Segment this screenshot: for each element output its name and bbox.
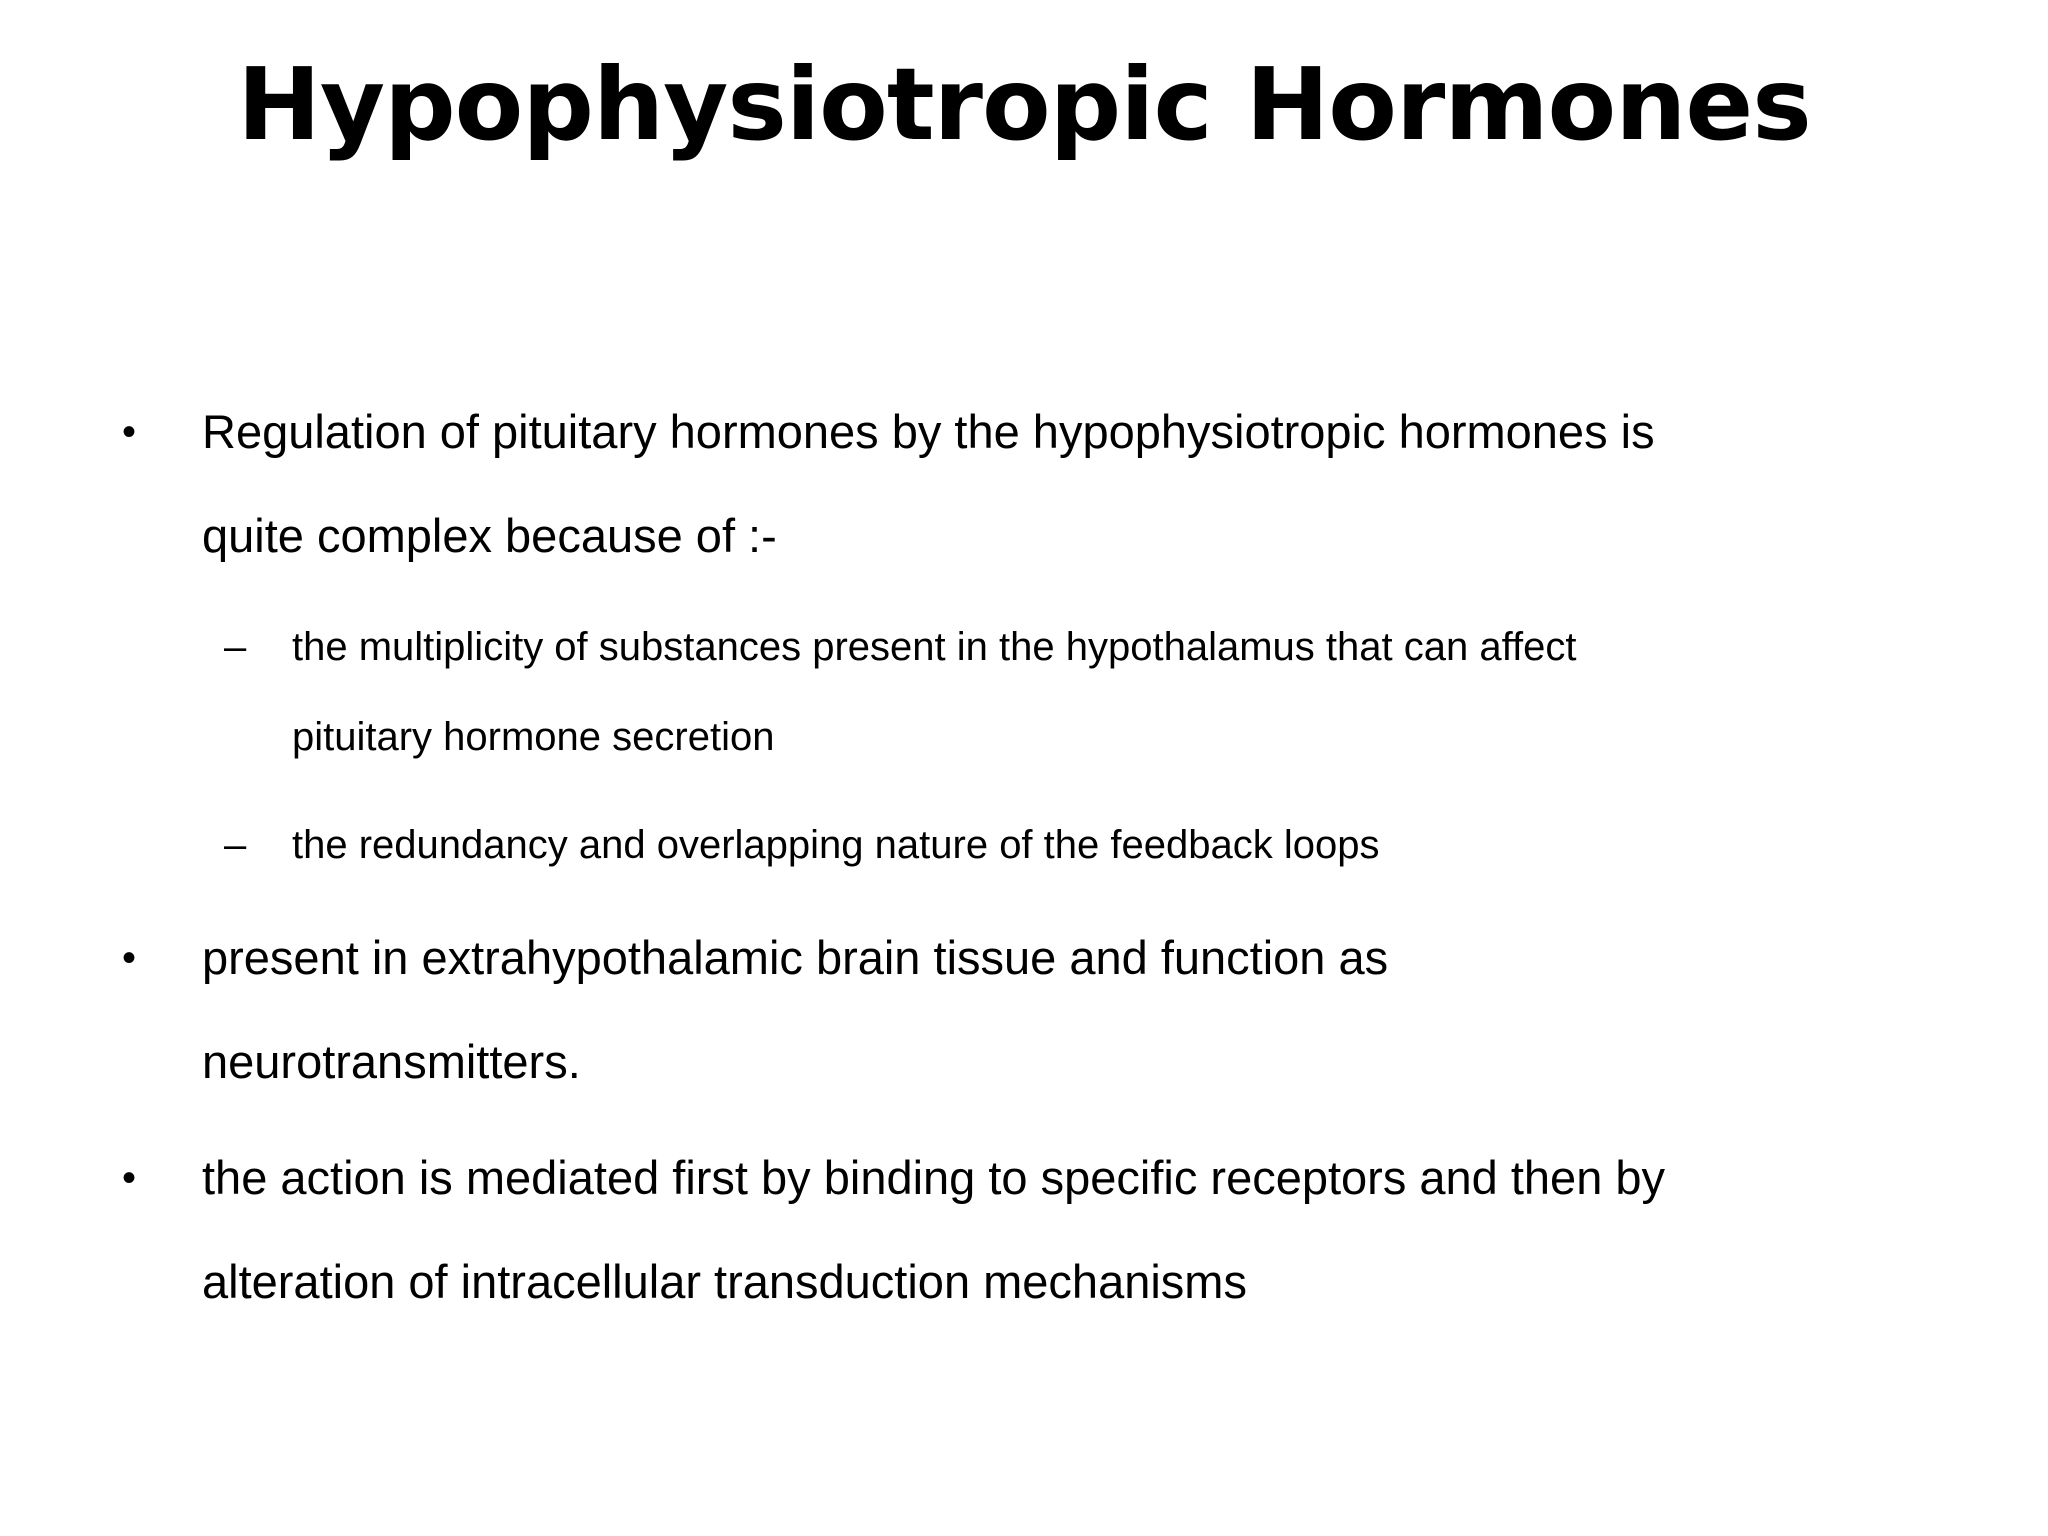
bullet-marker: • <box>122 1156 137 1200</box>
dash-marker: – <box>224 625 247 669</box>
bullet-text-line: the action is mediated first by binding to specific receptors and then by <box>202 1151 1666 1204</box>
bullet-marker: • <box>122 936 137 980</box>
dash-marker: – <box>224 823 247 867</box>
sub-bullet-text-line: the multiplicity of substances present in the hypothalamus that can affect <box>292 625 1577 669</box>
slide-title: Hypophysiotropic Hormones <box>237 46 1811 163</box>
bullet-marker: • <box>122 410 137 454</box>
sub-bullet-text-line: the redundancy and overlapping nature of the feedback loops <box>292 823 1380 867</box>
bullet-text-line: quite complex because of :- <box>202 509 777 562</box>
bullet-text-line: alteration of intracellular transduction mechanisms <box>202 1255 1247 1308</box>
bullet-text-line: Regulation of pituitary hormones by the hypophysiotropic hormones is <box>202 405 1655 458</box>
bullet-text-line: neurotransmitters. <box>202 1035 581 1088</box>
sub-bullet-text-line: pituitary hormone secretion <box>292 715 775 759</box>
bullet-text-line: present in extrahypothalamic brain tissue and function as <box>202 931 1389 984</box>
